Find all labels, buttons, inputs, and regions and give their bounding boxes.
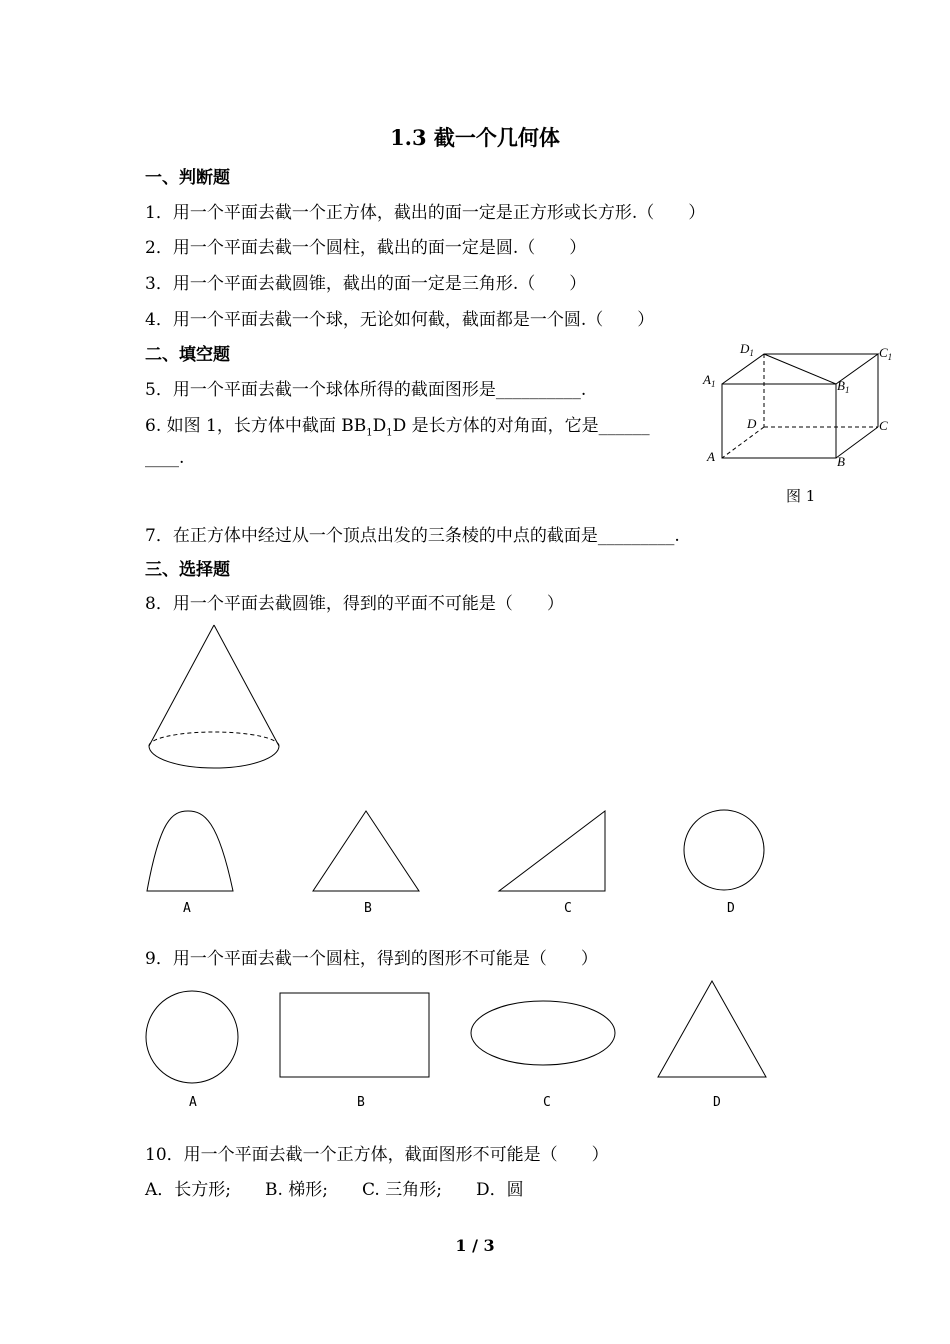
question-6-part-a: 6. 如图 1，长方体中截面 BB <box>145 416 367 436</box>
vertex-d-label: D <box>747 416 757 431</box>
triangle-shape <box>313 811 419 891</box>
question-10: 10．用一个平面去截一个正方体，截面图形不可能是（ ） <box>145 1145 609 1165</box>
question-6-part-b: D <box>372 416 387 436</box>
q9-shapes <box>140 975 780 1090</box>
q9-option-a-label: A <box>189 1095 197 1110</box>
q9-option-c-label: C <box>543 1095 551 1110</box>
section-judgement: 一、判断题 <box>145 168 230 188</box>
question-6 <box>145 411 650 438</box>
q8-option-c-label: C <box>564 901 572 916</box>
ellipse-shape <box>471 1001 615 1065</box>
question-10-options: A．长方形; B. 梯形; C. 三角形; D．圆 <box>145 1180 524 1200</box>
q8-option-a-label: A <box>183 901 191 916</box>
section-fill-blank: 二、填空题 <box>145 345 230 365</box>
q8-option-d-label: D <box>727 901 735 916</box>
circle-shape <box>146 991 238 1083</box>
vertex-a-label: A <box>707 449 715 464</box>
question-3: 3．用一个平面去截圆锥，截出的面一定是三角形.（ ） <box>145 274 587 294</box>
vertex-c-label: C <box>879 418 888 433</box>
circle-shape <box>684 810 764 890</box>
question-2: 2．用一个平面去截一个圆柱，截出的面一定是圆.（ ） <box>145 238 587 258</box>
q9-option-b-label: B <box>357 1095 365 1110</box>
question-8: 8．用一个平面去截圆锥，得到的平面不可能是（ ） <box>145 594 564 614</box>
vertex-c1-label: $C_1$ <box>879 345 893 362</box>
vertex-a1-label: $A_1$ <box>703 372 716 389</box>
question-7: 7．在正方体中经过从一个顶点出发的三条棱的中点的截面是_________. <box>145 526 680 546</box>
page-number: 1 / 3 <box>455 1236 495 1255</box>
figure-1-caption: 图 1 <box>786 487 816 505</box>
vertex-b1-label: $B_1$ <box>837 378 850 395</box>
question-9: 9．用一个平面去截一个圆柱，得到的图形不可能是（ ） <box>145 949 598 969</box>
question-1: 1．用一个平面去截一个正方体，截出的面一定是正方形或长方形.（ ） <box>145 203 706 223</box>
figure-1-cuboid <box>700 338 900 473</box>
q8-option-b-label: B <box>364 901 372 916</box>
rectangle-shape <box>280 993 429 1077</box>
page-title: 1.3 截一个几何体 <box>390 125 560 150</box>
cone-figure <box>140 620 290 775</box>
question-6-sub-1: 1 <box>366 427 373 439</box>
question-4: 4．用一个平面去截一个球，无论如何截，截面都是一个圆.（ ） <box>145 310 655 330</box>
question-6-part-c: D 是长方体的对角面，它是______ <box>392 416 650 436</box>
question-6-continuation: ____. <box>145 448 185 468</box>
q8-shapes <box>140 805 780 900</box>
q9-option-d-label: D <box>713 1095 721 1110</box>
triangle-shape <box>658 981 766 1077</box>
parabolic-section-shape <box>147 811 233 891</box>
right-triangle-shape <box>499 811 605 891</box>
section-choice: 三、选择题 <box>145 560 230 580</box>
question-6-sub-2: 1 <box>386 427 393 439</box>
vertex-d1-label: $D_1$ <box>740 341 754 358</box>
question-5: 5．用一个平面去截一个球体所得的截面图形是__________. <box>145 380 587 400</box>
vertex-b-label: B <box>837 454 845 469</box>
